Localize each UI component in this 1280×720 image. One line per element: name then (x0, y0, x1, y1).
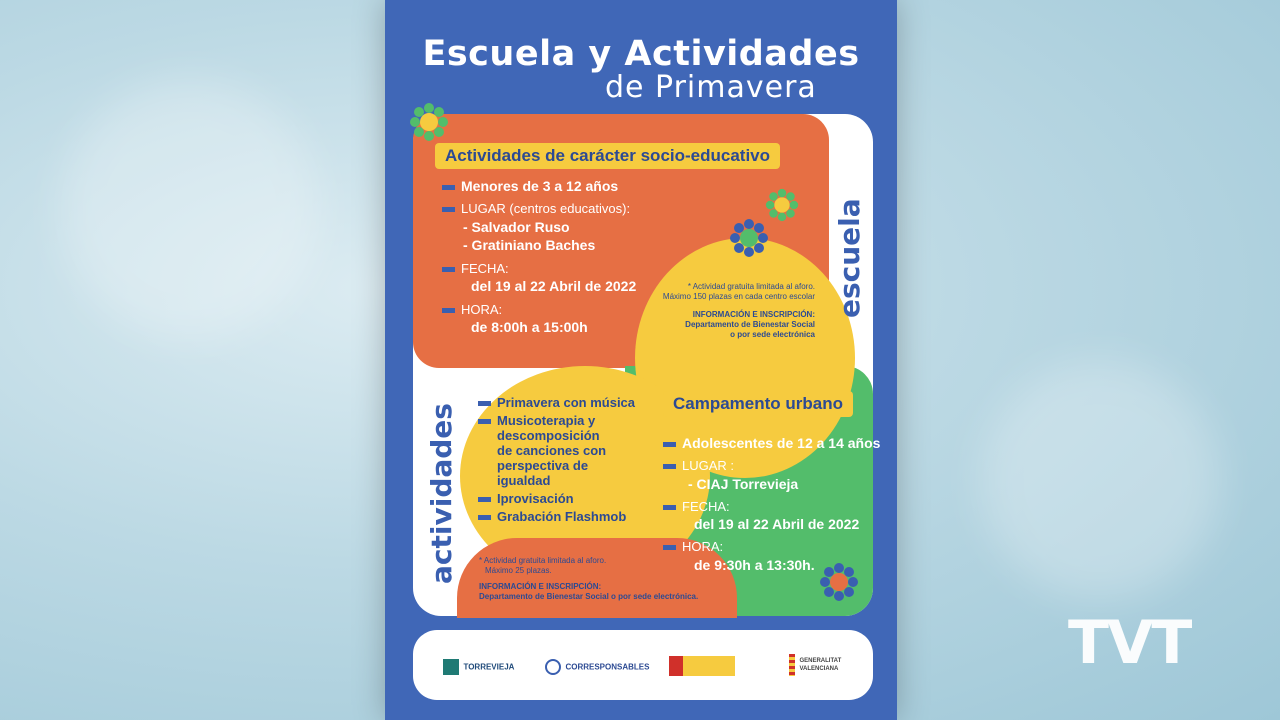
gobierno-espana-logo (669, 656, 735, 681)
background-blur (980, 360, 1220, 600)
activity-item: Primavera con música (478, 395, 635, 410)
bullet-icon (442, 207, 455, 212)
torrevieja-logo-icon (443, 659, 459, 675)
bullet-icon (442, 267, 455, 272)
activity-item-continued: igualdad (497, 473, 551, 488)
activities-vertical-label: actividades (425, 403, 458, 584)
bullet-icon (663, 505, 676, 510)
bullet-icon (663, 464, 676, 469)
bullet-icon (478, 497, 491, 502)
camp-heading: Campamento urbano (663, 391, 853, 417)
bullet-icon (442, 185, 455, 190)
camp-time-value: de 9:30h a 13:30h. (694, 557, 815, 573)
sponsor-footer (413, 630, 873, 700)
flower-icon (819, 562, 859, 602)
bullet-icon (442, 308, 455, 313)
school-note: * Actividad gratuita limitada al aforo. Máximo 150 plazas en cada centro escolar INFORMACIÓN E INSCRIPCIÓN: Departamento de Bienestar Social o por sede electrónica (662, 282, 815, 339)
school-date-value: del 19 al 22 Abril de 2022 (471, 278, 637, 294)
corresponsables-logo: CORRESPONSABLES (545, 658, 649, 676)
poster-subtitle: de Primavera (605, 70, 817, 105)
school-date-label: FECHA: (442, 261, 509, 276)
background-blur (60, 80, 320, 340)
flower-icon (409, 102, 449, 142)
activity-item: Musicoterapia y (478, 413, 595, 428)
poster (385, 0, 897, 720)
activities-note: * Actividad gratuita limitada al aforo. Máximo 25 plazas. INFORMACIÓN E INSCRIPCIÓN: Departamento de Bienestar Social o por sede electrónica. (479, 556, 699, 601)
school-place-label: LUGAR (centros educativos): (442, 201, 630, 216)
camp-place-label: LUGAR : (663, 458, 734, 473)
torrevieja-logo: TORREVIEJA (443, 658, 514, 676)
tvt-watermark-logo: TVT (1068, 608, 1191, 678)
spain-flag-icon (669, 656, 735, 676)
bullet-icon (478, 419, 491, 424)
bullet-icon (478, 401, 491, 406)
school-time-label: HORA: (442, 302, 502, 317)
flower-icon (729, 218, 769, 258)
activity-item: Grabación Flashmob (478, 509, 626, 524)
school-heading: Actividades de carácter socio-educativo (435, 143, 780, 169)
poster-title: Escuela y Actividades (422, 34, 860, 74)
camp-time-label: HORA: (663, 539, 723, 554)
camp-date-value: del 19 al 22 Abril de 2022 (694, 516, 860, 532)
camp-date-label: FECHA: (663, 499, 730, 514)
activity-item-continued: de canciones con (497, 443, 607, 458)
school-vertical-label: escuela (833, 198, 866, 318)
school-time-value: de 8:00h a 15:00h (471, 319, 588, 335)
bullet-icon (663, 545, 676, 550)
school-age: Menores de 3 a 12 años (442, 178, 618, 194)
flower-icon (765, 188, 799, 222)
activity-item: Iprovisación (478, 491, 574, 506)
bullet-icon (478, 515, 491, 520)
corresponsables-logo-icon (545, 659, 561, 675)
camp-place-value: - CIAJ Torrevieja (688, 476, 799, 492)
activity-item-continued: perspectiva de (497, 458, 589, 473)
generalitat-logo-icon (789, 654, 795, 676)
school-place-1: - Salvador Ruso (463, 219, 570, 235)
bullet-icon (663, 442, 676, 447)
generalitat-logo: GENERALITAT VALENCIANA (789, 654, 849, 676)
activity-item-continued: descomposición (497, 428, 600, 443)
camp-age: Adolescentes de 12 a 14 años (663, 435, 880, 451)
school-place-2: - Gratiniano Baches (463, 237, 596, 253)
